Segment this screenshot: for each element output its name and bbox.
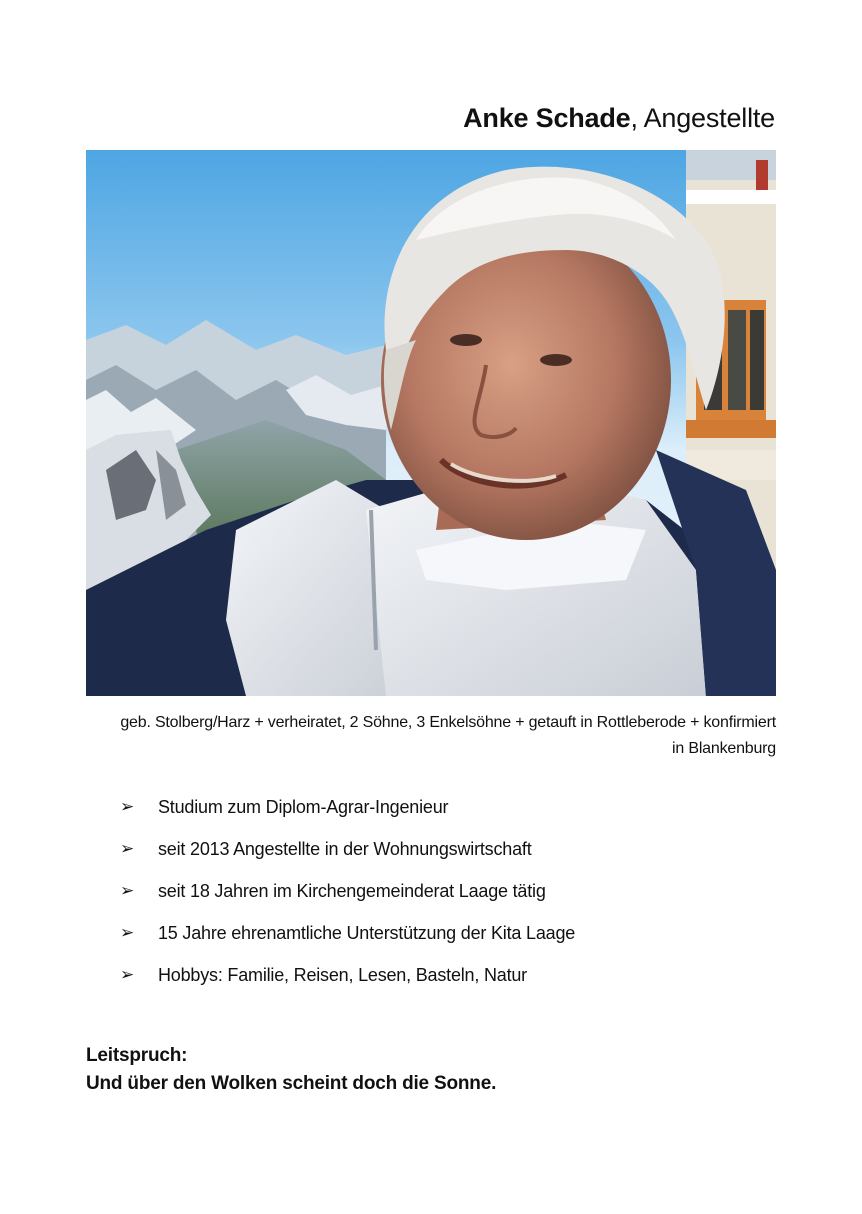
person-name: Anke Schade <box>463 103 631 133</box>
list-item-text: 15 Jahre ehrenamtliche Unterstützung der Kita Laage <box>158 922 576 943</box>
list-item-text: seit 18 Jahren im Kirchengemeinderat Laage tätig <box>158 880 546 901</box>
arrow-bullet-icon: ➢ <box>120 881 135 900</box>
list-item <box>120 954 575 996</box>
caption <box>86 710 776 762</box>
list-item-text: Studium zum Diplom-Agrar-Ingenieur <box>158 796 449 817</box>
list-item <box>120 828 575 870</box>
motto-label: Leitspruch: <box>86 1045 188 1066</box>
list-item <box>120 870 575 912</box>
arrow-bullet-icon: ➢ <box>120 923 135 942</box>
arrow-bullet-icon: ➢ <box>120 797 135 816</box>
portrait-photo <box>86 150 776 696</box>
bullet-list <box>120 786 575 996</box>
list-item-text: seit 2013 Angestellte in der Wohnungswirtschaft <box>158 838 532 859</box>
motto <box>86 1042 496 1098</box>
arrow-bullet-icon: ➢ <box>120 839 135 858</box>
list-item <box>120 786 575 828</box>
caption-line-1: geb. Stolberg/Harz + verheiratet, 2 Söhne, 3 Enkelsöhne + getauft in Rottleberode + konfirmiert <box>120 714 776 731</box>
page-title <box>463 98 775 138</box>
caption-line-2: in Blankenburg <box>672 740 776 757</box>
person-role: , Angestellte <box>630 103 775 133</box>
motto-text: Und über den Wolken scheint doch die Sonne. <box>86 1073 497 1094</box>
list-item-text: Hobbys: Familie, Reisen, Lesen, Basteln, Natur <box>158 964 527 985</box>
list-item <box>120 912 575 954</box>
arrow-bullet-icon: ➢ <box>120 965 135 984</box>
